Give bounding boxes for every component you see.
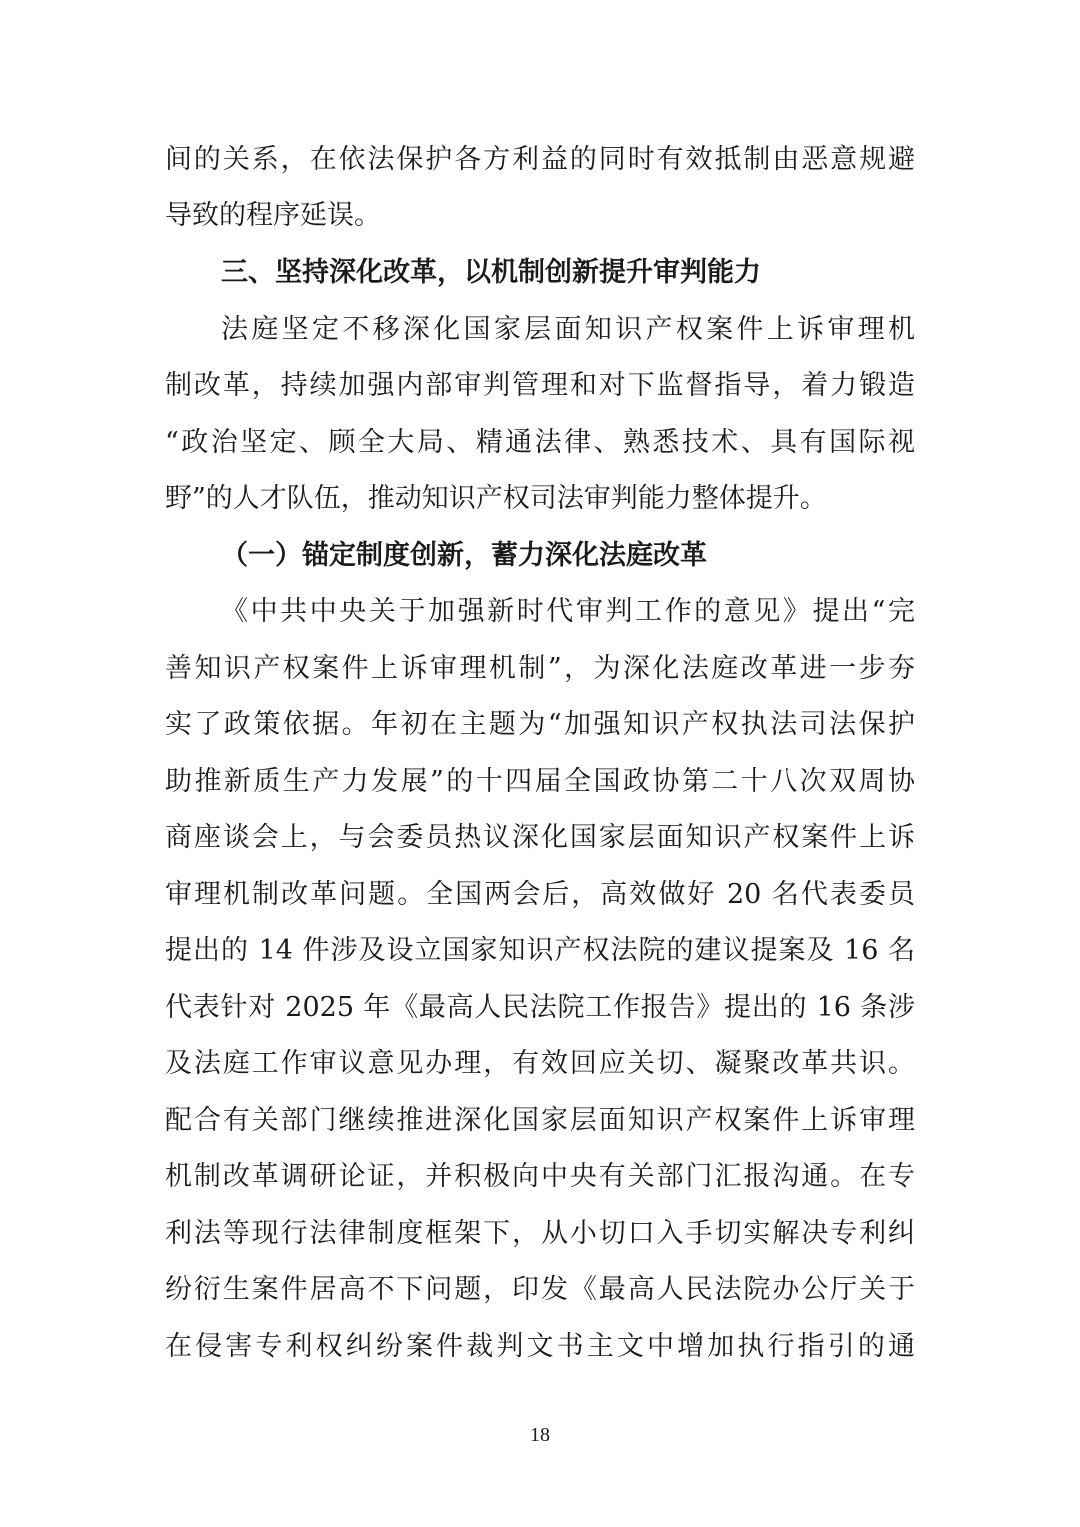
body-text-line: 在侵害专利权纠纷案件裁判文书主文中增加执行指引的通 (165, 1331, 915, 1362)
body-text-line: 机制改革调研论证，并积极向中央有关部门汇报沟通。在专 (165, 1161, 915, 1192)
body-text-line: 审理机制改革问题。全国两会后，高效做好 20 名代表委员 (165, 879, 915, 910)
body-text-line: 提出的 14 件涉及设立国家知识产权法院的建议提案及 16 名 (165, 935, 915, 966)
body-text-line: 配合有关部门继续推进深化国家层面知识产权案件上诉审理 (165, 1105, 915, 1136)
page-number: 18 (530, 1424, 550, 1446)
body-text-line: 实了政策依据。年初在主题为“加强知识产权执法司法保护 (165, 709, 915, 740)
subsection-heading: （一）锚定制度创新，蓄力深化法庭改革 (221, 540, 707, 571)
body-text-line: 商座谈会上，与会委员热议深化国家层面知识产权案件上诉 (165, 822, 915, 853)
body-text-line: 《中共中央关于加强新时代审判工作的意见》提出“完 (221, 596, 915, 627)
body-text-line: “政治坚定、顾全大局、精通法律、熟悉技术、具有国际视 (165, 427, 915, 458)
body-text-line: 法庭坚定不移深化国家层面知识产权案件上诉审理机 (221, 314, 915, 345)
body-text-line: 制改革，持续加强内部审判管理和对下监督指导，着力锻造 (165, 370, 915, 401)
section-heading: 三、坚持深化改革，以机制创新提升审判能力 (221, 257, 761, 288)
body-text-line: 导致的程序延误。 (165, 200, 381, 231)
body-text-line: 纷衍生案件居高不下问题，印发《最高人民法院办公厅关于 (165, 1274, 915, 1305)
body-text-line: 助推新质生产力发展”的十四届全国政协第二十八次双周协 (165, 766, 915, 797)
body-text-line: 野”的人才队伍，推动知识产权司法审判能力整体提升。 (165, 483, 827, 514)
body-text-line: 及法庭工作审议意见办理，有效回应关切、凝聚改革共识。 (165, 1048, 915, 1079)
body-text-line: 代表针对 2025 年《最高人民法院工作报告》提出的 16 条涉 (165, 992, 915, 1023)
body-text-line: 善知识产权案件上诉审理机制”，为深化法庭改革进一步夯 (165, 653, 915, 684)
body-text-line: 间的关系，在依法保护各方利益的同时有效抵制由恶意规避 (165, 144, 915, 175)
body-text-line: 利法等现行法律制度框架下，从小切口入手切实解决专利纠 (165, 1218, 915, 1249)
